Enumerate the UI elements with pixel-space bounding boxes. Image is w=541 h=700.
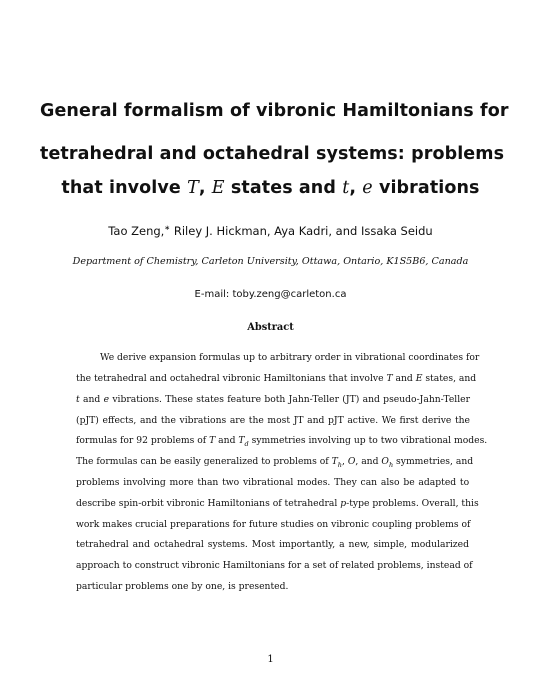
abstract-line: describe spin-orbit vibronic Hamiltonians of tetrahedral p-type problems. Overall, this: [76, 498, 479, 509]
paper-title-line-3: that involve T, E states and t, e vibrations: [61, 178, 480, 198]
abstract-line: tetrahedral and octahedral systems. Most importantly, a new, simple, modularized: [76, 539, 469, 550]
page-number: 1: [267, 654, 274, 665]
abstract-line: work makes crucial preparations for future studies on vibronic coupling problems of: [76, 519, 471, 530]
author-list: Tao Zeng,∗ Riley J. Hickman, Aya Kadri, and Issaka Seidu: [108, 224, 433, 238]
paper-title-line-1: General formalism of vibronic Hamiltonians for: [40, 101, 509, 121]
affiliation: Department of Chemistry, Carleton University, Ottawa, Ontario, K1S5B6, Canada: [72, 256, 469, 267]
contact-email: E-mail: toby.zeng@carleton.ca: [194, 289, 347, 300]
abstract-line: the tetrahedral and octahedral vibronic Hamiltonians that involve T and E states, and: [76, 373, 477, 384]
paper-title-line-2: tetrahedral and octahedral systems: problems: [40, 144, 505, 164]
abstract-line: (pJT) effects, and the vibrations are the most JT and pJT active. We first derive the: [76, 415, 470, 426]
abstract-line: t and e vibrations. These states feature both Jahn-Teller (JT) and pseudo-Jahn-Teller: [76, 394, 470, 405]
abstract-line: approach to construct vibronic Hamiltonians for a set of related problems, instead of: [76, 560, 473, 571]
corresponding-author-mark: ∗: [164, 224, 171, 233]
abstract-line: problems involving more than two vibrational modes. They can also be adapted to: [76, 477, 470, 488]
abstract-line: particular problems one by one, is presented.: [76, 581, 289, 592]
abstract-line: formulas for 92 problems of T and $T_d$ symmetries involving up to two vibrational modes.: [76, 435, 488, 448]
abstract-heading: Abstract: [247, 322, 294, 333]
abstract-line: We derive expansion formulas up to arbitrary order in vibrational coordinates for: [100, 352, 480, 363]
abstract-line: The formulas can be easily generalized to problems of $T_h$, O, and $O_h$ symmetries, and: [76, 456, 474, 469]
